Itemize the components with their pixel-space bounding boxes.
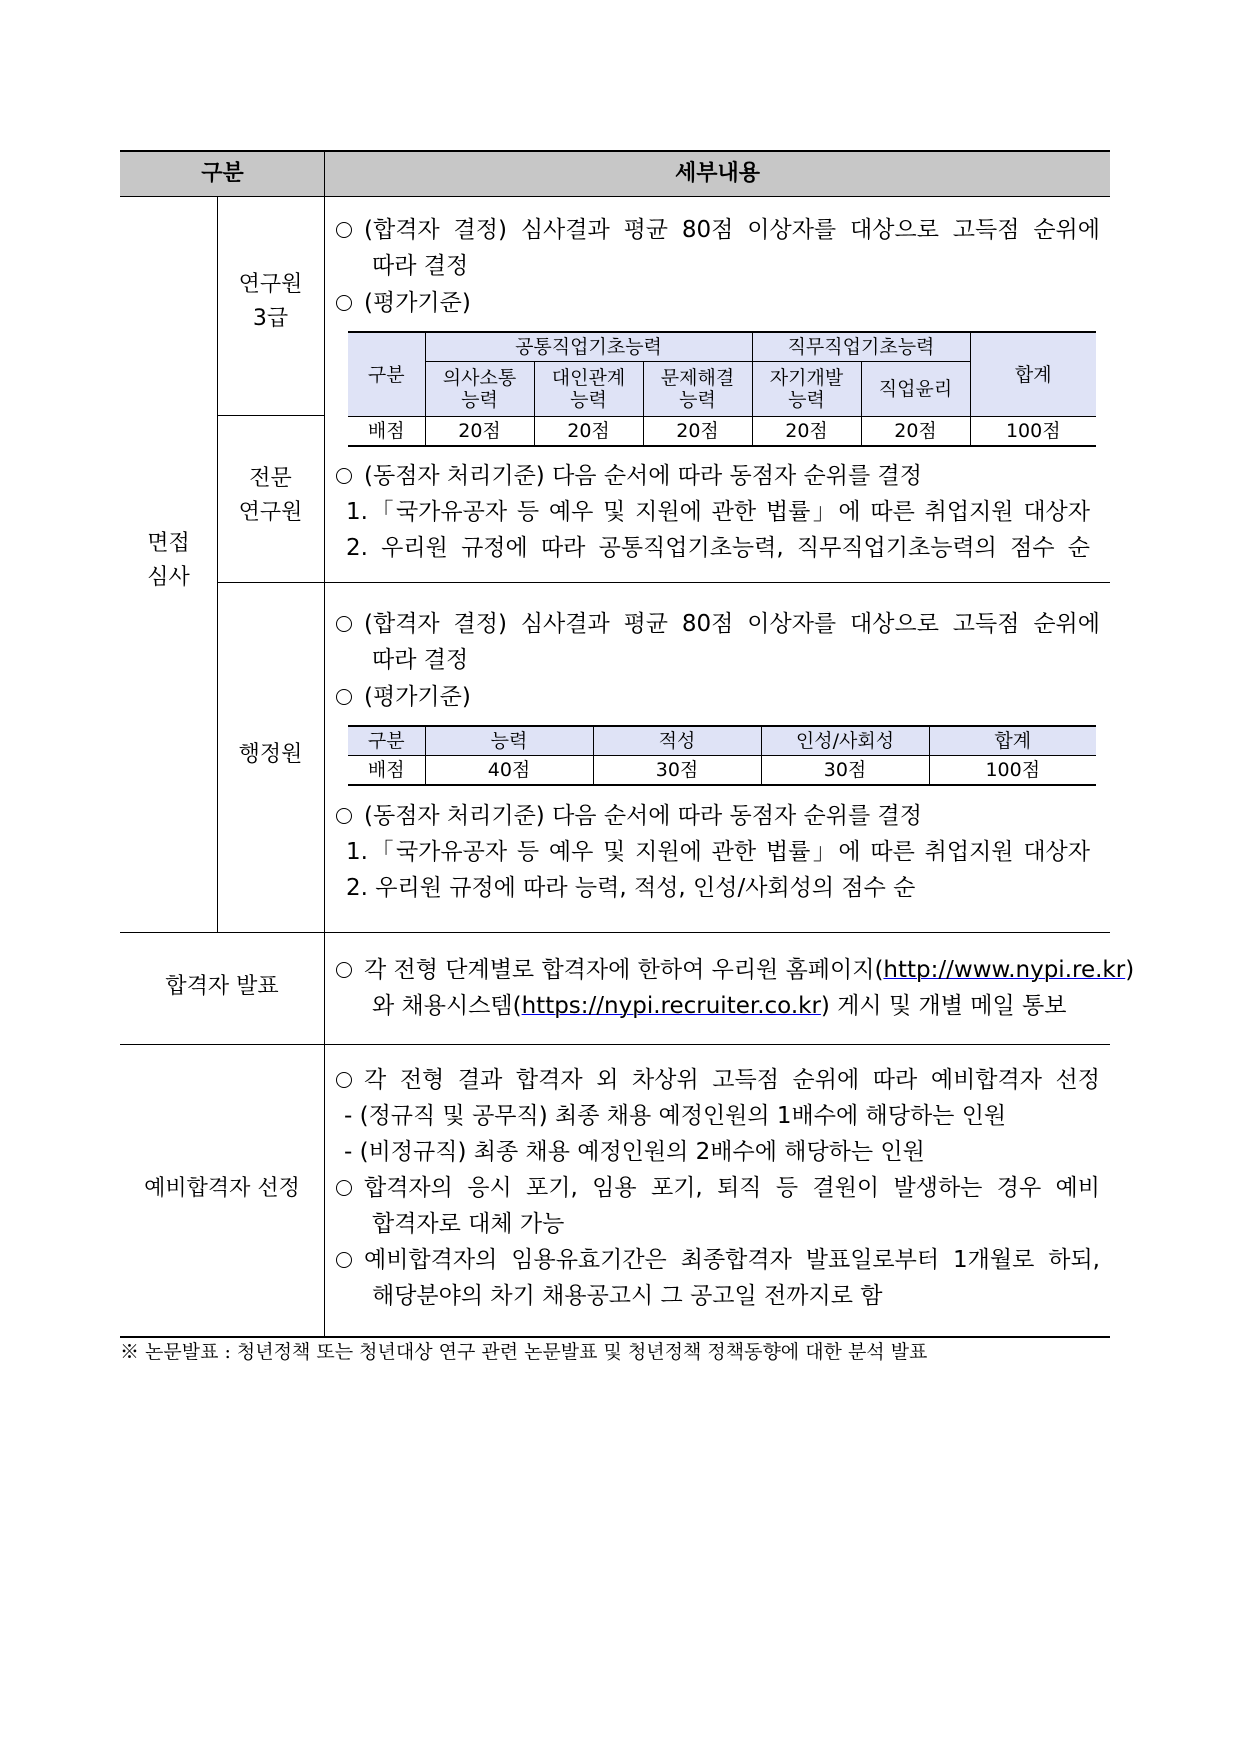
circle-bullet-icon	[336, 1072, 352, 1088]
researcher3-col-communication: 의사소통 능력	[425, 362, 534, 417]
reserve-line7: 해당분야의 차기 채용공고시 그 공고일 전까지로 함	[372, 1283, 883, 1309]
circle-bullet-icon	[336, 808, 352, 824]
circle-bullet-icon	[336, 468, 352, 484]
circle-bullet-icon	[336, 616, 352, 632]
researcher3-decision-line1: (합격자 결정) 심사결과 평균 80점 이상자를 대상으로 고득점 순위에	[336, 212, 1100, 248]
reserve-line3: - (비정규직) 최종 채용 예정인원의 2배수에 해당하는 인원	[344, 1139, 925, 1165]
researcher3-criteria-title: (평가기준)	[336, 285, 471, 321]
announcement-line2: 와 채용시스템(https://nypi.recruiter.co.kr) 게시 및 개별 메일 통보	[372, 993, 1067, 1019]
researcher3-bottom-border	[217, 415, 325, 416]
admin-col-aptitude: 적성	[593, 726, 761, 756]
admin-col-total: 합계	[929, 726, 1096, 756]
researcher3-score: 20점	[534, 417, 643, 447]
circle-bullet-icon	[336, 689, 352, 705]
category-column-divider	[324, 150, 325, 1338]
researcher3-col-problem-solving: 문제해결 능력	[643, 362, 752, 417]
reserve-line2: - (정규직 및 공무직) 최종 채용 예정인원의 1배수에 해당하는 인원	[344, 1103, 1007, 1129]
circle-bullet-icon	[336, 295, 352, 311]
researcher3-score: 20점	[752, 417, 861, 447]
reserve-label: 예비합격자 선정	[144, 1176, 300, 1201]
announcement-label: 합격자 발표	[165, 974, 279, 999]
researcher3-score: 20점	[643, 417, 752, 447]
admin-col-character: 인성/사회성	[761, 726, 929, 756]
header-details: 세부내용	[674, 161, 760, 186]
admin-score: 40점	[425, 756, 593, 786]
admin-col-ability: 능력	[425, 726, 593, 756]
researcher3-group1-header: 공통직업기초능력	[425, 332, 752, 362]
admin-content	[336, 606, 1100, 716]
researcher3-score: 20점	[425, 417, 534, 447]
researcher3-col-interpersonal: 대인관계 능력	[534, 362, 643, 417]
researcher3-label: 연구원 3급	[238, 272, 303, 331]
admin-criteria-title: (평가기준)	[336, 679, 471, 715]
interview-bottom-border	[120, 932, 1110, 933]
researcher3-tie-title: (동점자 처리기준) 다음 순서에 따라 동점자 순위를 결정	[336, 458, 922, 494]
reserve-line4: 합격자의 응시 포기, 임용 포기, 퇴직 등 결원이 발생하는 경우 예비	[336, 1170, 1100, 1206]
researcher3-total-header: 합계	[970, 332, 1096, 417]
admin-table-corner: 구분	[348, 726, 425, 756]
admin-label: 행정원	[238, 742, 303, 767]
reserve-content	[336, 1062, 1100, 1322]
announcement-bottom-border	[120, 1044, 1110, 1045]
table-bottom-border	[120, 1336, 1110, 1338]
researcher3-tie-rules	[336, 458, 1100, 568]
admin-score: 30점	[593, 756, 761, 786]
circle-bullet-icon	[336, 1252, 352, 1268]
header-category: 구분	[201, 161, 244, 186]
researcher3-col-ethics: 직업윤리	[861, 362, 970, 417]
admin-tie-rules	[336, 798, 1100, 908]
admin-total: 100점	[929, 756, 1096, 786]
reserve-line1: 각 전형 결과 합격자 외 차상위 고득점 순위에 따라 예비합격자 선정	[336, 1062, 1100, 1098]
table-top-border	[120, 150, 1110, 152]
circle-bullet-icon	[336, 1180, 352, 1196]
interview-category-label: 면접 심사	[147, 531, 190, 590]
admin-row-label: 배점	[348, 756, 425, 786]
researcher3-tie-rule2: 2. 우리원 규정에 따라 공통직업기초능력, 직무직업기초능력의 점수 순	[346, 535, 1090, 561]
header-bottom-border	[120, 196, 1110, 197]
reserve-line5: 합격자로 대체 가능	[372, 1211, 565, 1237]
reserve-line6: 예비합격자의 임용유효기간은 최종합격자 발표일로부터 1개월로 하되,	[336, 1242, 1100, 1278]
announcement-content	[336, 952, 1135, 1032]
recruiter-link[interactable]: https://nypi.recruiter.co.kr	[521, 993, 821, 1019]
admin-criteria-table	[348, 725, 1096, 786]
footnote: ※ 논문발표 : 청년정책 또는 청년대상 연구 관련 논문발표 및 청년정책 정책동향에 대한 분석 발표	[120, 1341, 928, 1363]
announcement-line1: 각 전형 단계별로 합격자에 한하여 우리원 홈페이지(http://www.nypi.re.kr)	[336, 952, 1100, 988]
admin-tie-rule2: 2. 우리원 규정에 따라 능력, 적성, 인성/사회성의 점수 순	[346, 875, 916, 901]
admin-tie-title: (동점자 처리기준) 다음 순서에 따라 동점자 순위를 결정	[336, 798, 922, 834]
researcher3-total: 100점	[970, 417, 1096, 447]
researcher3-table-corner: 구분	[348, 332, 425, 417]
circle-bullet-icon	[336, 962, 352, 978]
researcher3-tie-rule1: 1.「국가유공자 등 예우 및 지원에 관한 법률」에 따른 취업지원 대상자	[346, 499, 1090, 525]
admin-tie-rule1: 1.「국가유공자 등 예우 및 지원에 관한 법률」에 따른 취업지원 대상자	[346, 839, 1090, 865]
researcher3-score: 20점	[861, 417, 970, 447]
researcher3-col-self-development: 자기개발 능력	[752, 362, 861, 417]
researcher3-decision-line2: 따라 결정	[372, 253, 469, 279]
admin-score: 30점	[761, 756, 929, 786]
circle-bullet-icon	[336, 222, 352, 238]
admin-decision-line1: (합격자 결정) 심사결과 평균 80점 이상자를 대상으로 고득점 순위에	[336, 606, 1100, 642]
specialist-label: 전문 연구원	[238, 466, 303, 525]
specialist-bottom-border	[217, 582, 1110, 583]
researcher3-criteria-table	[348, 331, 1096, 447]
researcher3-row-label: 배점	[348, 417, 425, 447]
homepage-link[interactable]: http://www.nypi.re.kr	[883, 957, 1126, 983]
researcher3-group2-header: 직무직업기초능력	[752, 332, 970, 362]
admin-decision-line2: 따라 결정	[372, 647, 469, 673]
